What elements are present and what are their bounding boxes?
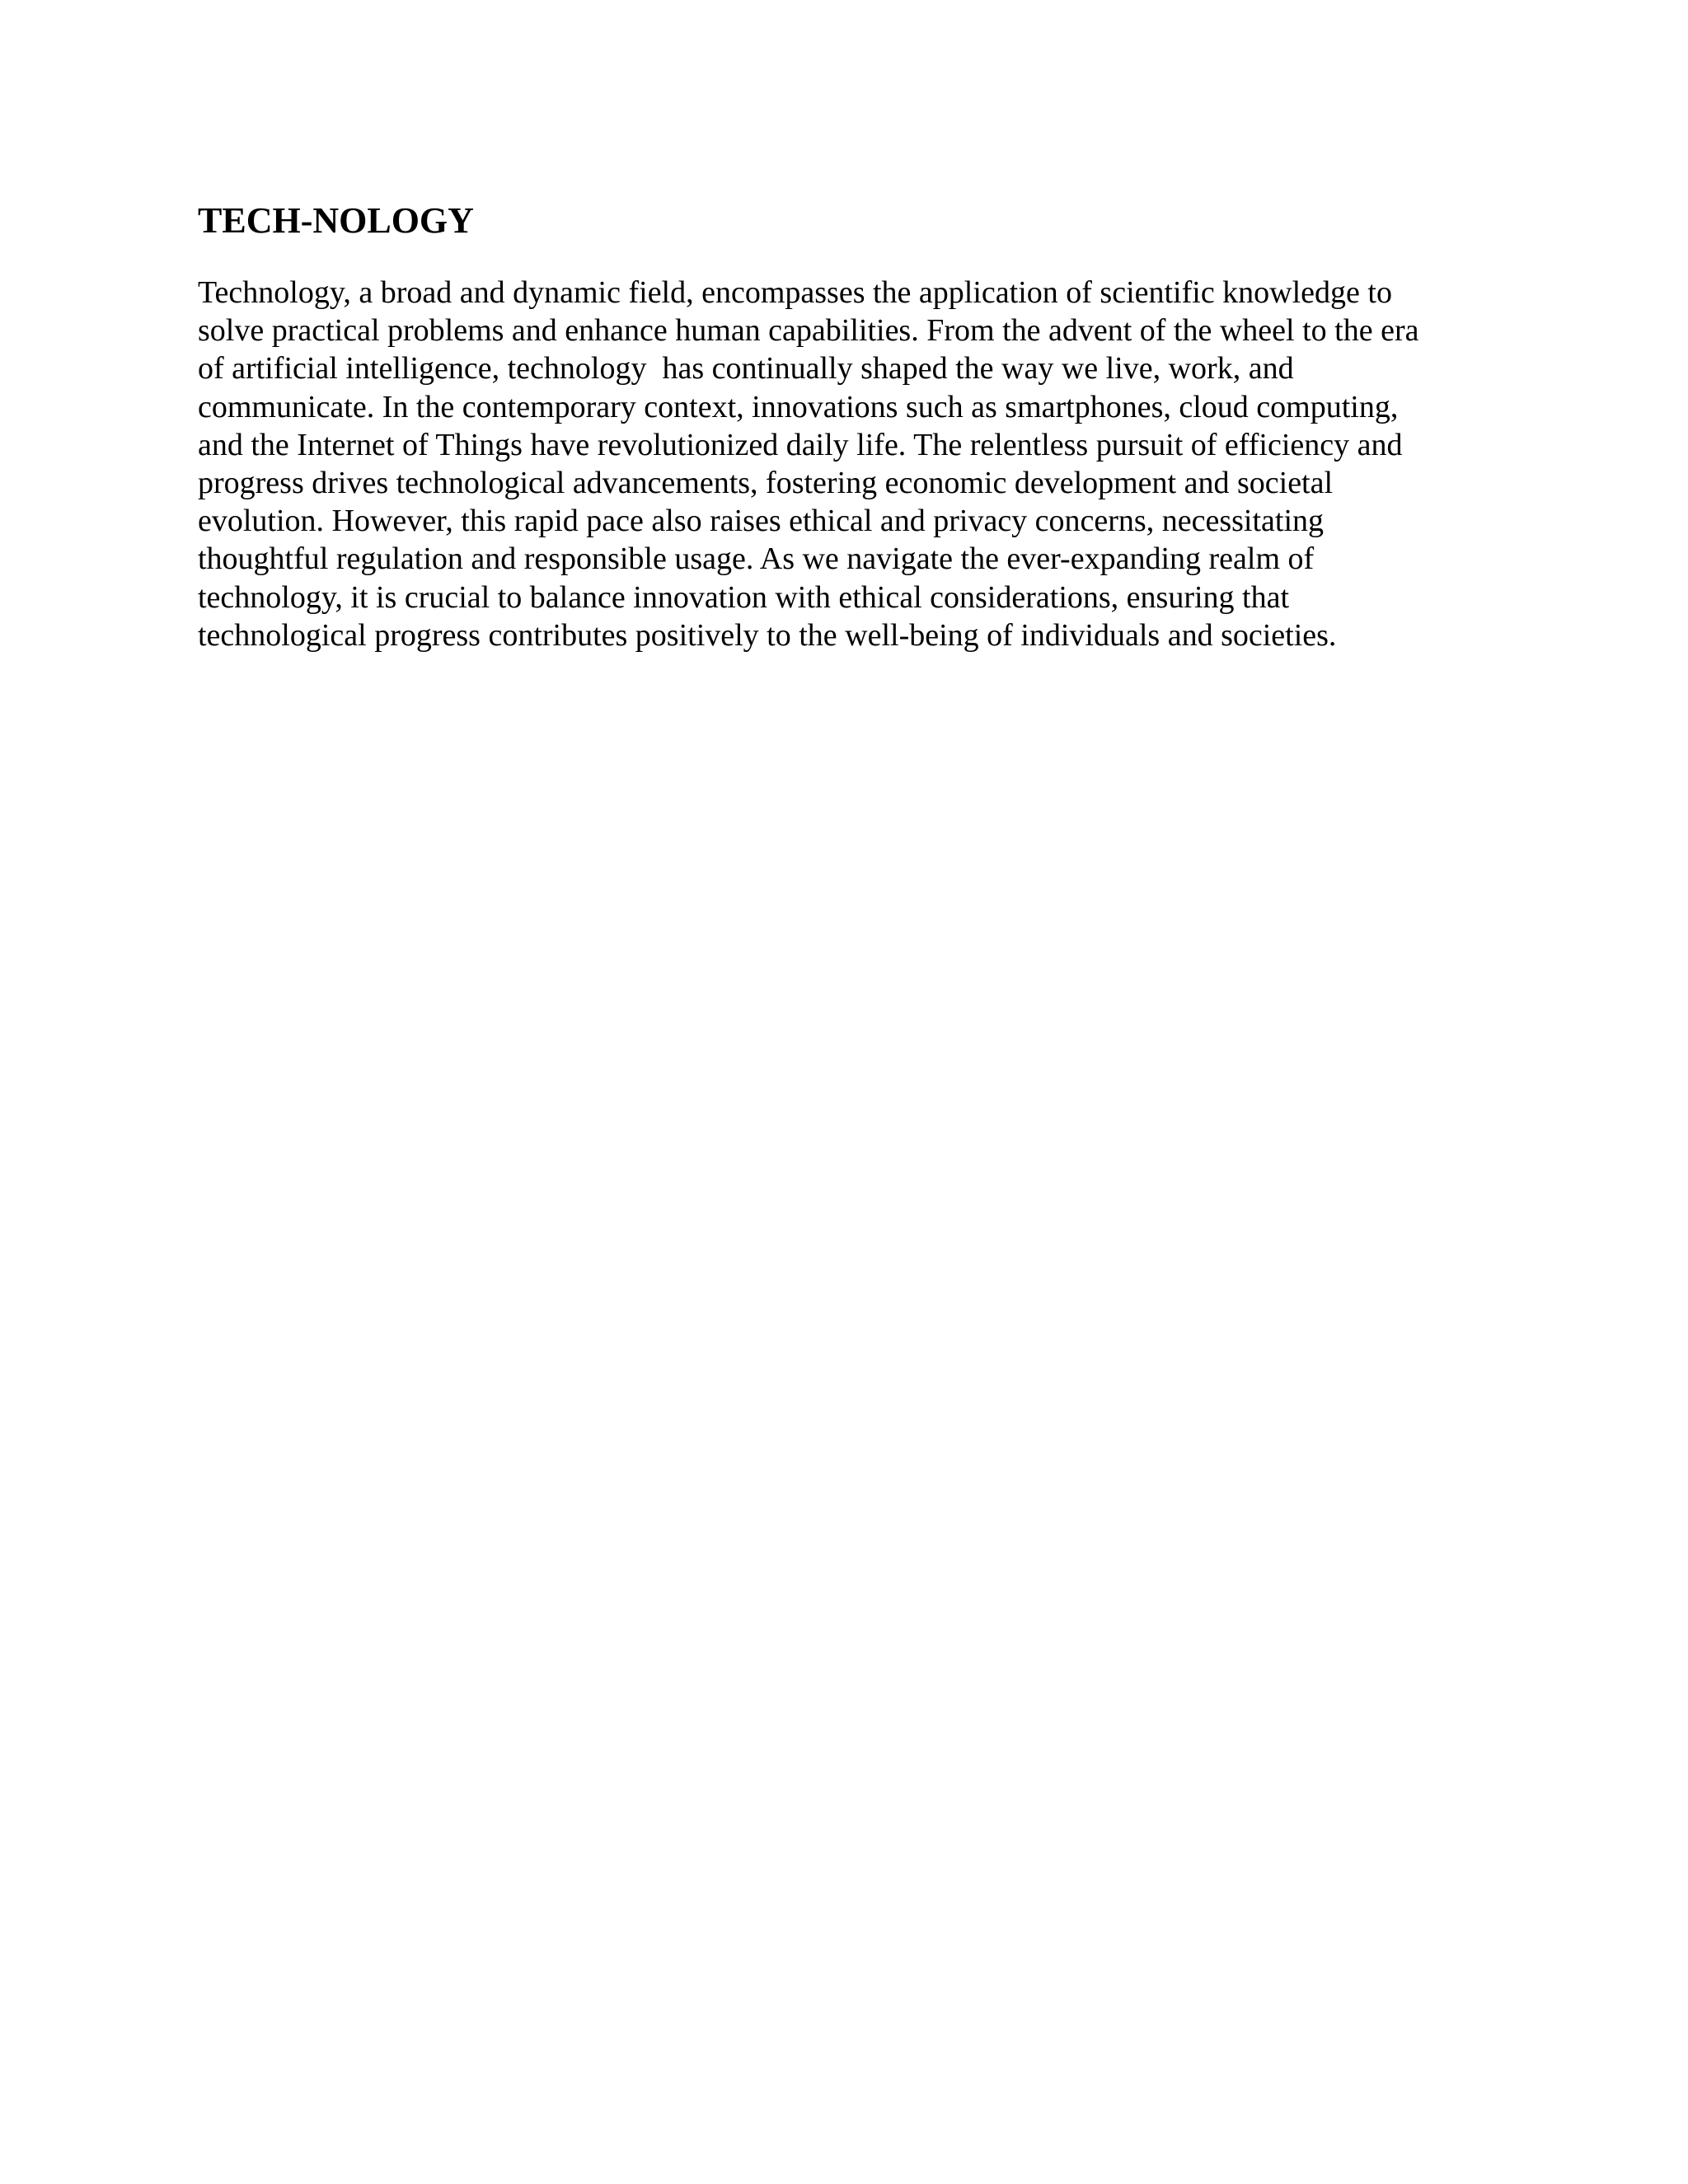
paragraph-line: technological progress contributes positively to the well-being of individuals and societies. — [198, 617, 1337, 653]
paragraph-line: solve practical problems and enhance human capabilities. From the advent of the wheel to the era — [198, 313, 1419, 349]
body-paragraph — [198, 274, 1517, 654]
document-title: TECH-NOLOGY — [198, 200, 474, 241]
paragraph-line: progress drives technological advancements, fostering economic development and societal — [198, 466, 1334, 501]
paragraph-line: Technology, a broad and dynamic field, encompasses the application of scientific knowledge to — [198, 275, 1392, 310]
paragraph-line: thoughtful regulation and responsible usage. As we navigate the ever-expanding realm of — [198, 541, 1315, 577]
paragraph-line: of artificial intelligence, technology has continually shaped the way we live, work, and — [198, 351, 1294, 387]
paragraph-line: evolution. However, this rapid pace also raises ethical and privacy concerns, necessitating — [198, 504, 1324, 539]
paragraph-line: and the Internet of Things have revolutionized daily life. The relentless pursuit of efficiency and — [198, 427, 1403, 462]
paragraph-line: communicate. In the contemporary context, innovations such as smartphones, cloud computing, — [198, 389, 1399, 424]
paragraph-line: technology, it is crucial to balance innovation with ethical considerations, ensuring that — [198, 579, 1290, 615]
